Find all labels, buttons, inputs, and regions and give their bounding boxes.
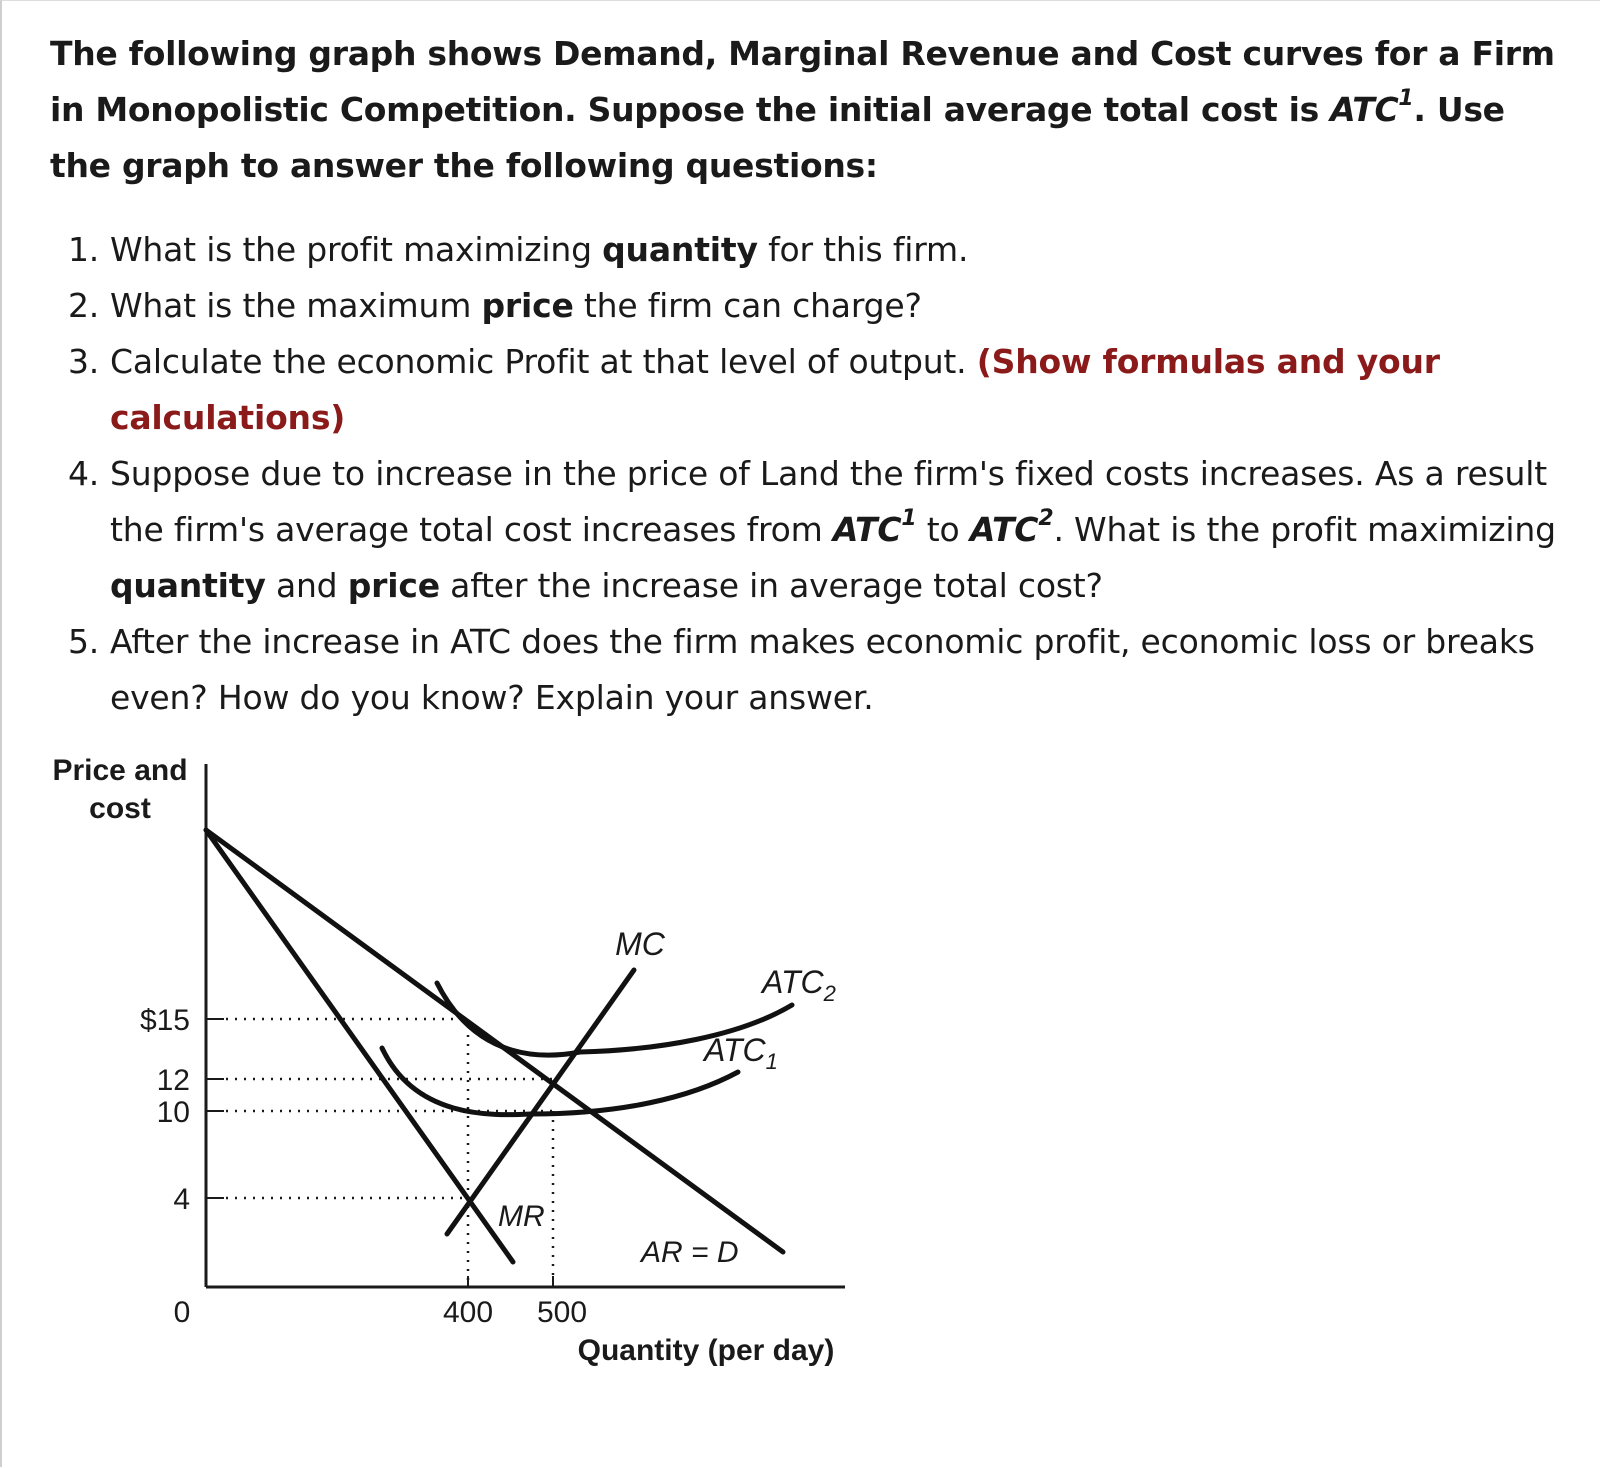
mc-label: MC bbox=[615, 926, 665, 962]
question-text: What is the maximum bbox=[110, 286, 482, 325]
question-atc1: ATC bbox=[832, 510, 902, 549]
question-atc1-sup: 1 bbox=[901, 506, 917, 531]
question-text: What is the profit maximizing bbox=[110, 230, 603, 269]
mr-label: MR bbox=[498, 1200, 545, 1233]
x-tick-label: 400 bbox=[442, 1296, 494, 1329]
question-number: 3. bbox=[68, 342, 100, 381]
question-number: 2. bbox=[68, 286, 100, 325]
question-text: Suppose due to increase in the price of Land the firm's fixed costs increases. As a result the firm's average total cost increases from bbox=[110, 454, 1547, 549]
question-atc2-sup: 2 bbox=[1038, 506, 1054, 531]
intro-paragraph bbox=[50, 26, 1570, 194]
y-axis-label-line1: Price and bbox=[52, 754, 188, 787]
question-text: . What is the profit maximizing bbox=[1053, 510, 1556, 549]
question-text: and bbox=[265, 566, 348, 605]
question-keyword: price bbox=[347, 566, 440, 605]
demand-label: AR = D bbox=[641, 1236, 739, 1269]
y-axis-label-line2: cost bbox=[89, 792, 151, 825]
question-text: to bbox=[916, 510, 970, 549]
question-list bbox=[68, 222, 1568, 726]
question-4 bbox=[68, 446, 1568, 614]
intro-text-1: The following graph shows Demand, Marginal Revenue and Cost curves for a Firm in Monopolistic Competition. Suppose the initial average total cost is bbox=[50, 34, 1555, 129]
y-tick-label: 10 bbox=[156, 1096, 190, 1129]
y-tick-label: 12 bbox=[156, 1064, 190, 1097]
atc2-label-base: ATC bbox=[762, 964, 824, 1000]
question-text: for this firm. bbox=[757, 230, 969, 269]
question-text: Calculate the economic Profit at that level of output. bbox=[110, 342, 977, 381]
question-number: 5. bbox=[68, 622, 100, 661]
intro-atc-sup: 1 bbox=[1398, 86, 1414, 111]
origin-label: 0 bbox=[173, 1296, 191, 1329]
question-text: After the increase in ATC does the firm makes economic profit, economic loss or breaks even? How do you know? Explain your answer. bbox=[110, 622, 1535, 717]
y-tick-label: 4 bbox=[173, 1183, 190, 1216]
atc1-label-base: ATC bbox=[704, 1032, 766, 1068]
question-atc2: ATC bbox=[969, 510, 1039, 549]
question-keyword: quantity bbox=[110, 566, 266, 605]
question-number: 1. bbox=[68, 230, 100, 269]
x-axis-label: Quantity (per day) bbox=[577, 1334, 835, 1367]
atc2-label-sub: 2 bbox=[823, 981, 836, 1006]
x-tick-label: 500 bbox=[536, 1296, 588, 1329]
question-number: 4. bbox=[68, 454, 100, 493]
atc1-label-sub: 1 bbox=[765, 1049, 778, 1074]
question-text: after the increase in average total cost? bbox=[439, 566, 1103, 605]
question-keyword: price bbox=[481, 286, 574, 325]
question-text: the firm can charge? bbox=[573, 286, 922, 325]
question-1 bbox=[68, 222, 1568, 278]
question-keyword: quantity bbox=[602, 230, 758, 269]
intro-atc: ATC bbox=[1330, 90, 1399, 129]
question-instruction: (Show formulas and your calculations) bbox=[110, 342, 1440, 437]
question-3 bbox=[68, 334, 1568, 446]
question-5 bbox=[68, 614, 1568, 726]
intro-text-2: . Use the graph to answer the following questions: bbox=[50, 90, 1505, 185]
question-2 bbox=[68, 278, 1568, 334]
y-tick-label: $15 bbox=[139, 1004, 190, 1037]
